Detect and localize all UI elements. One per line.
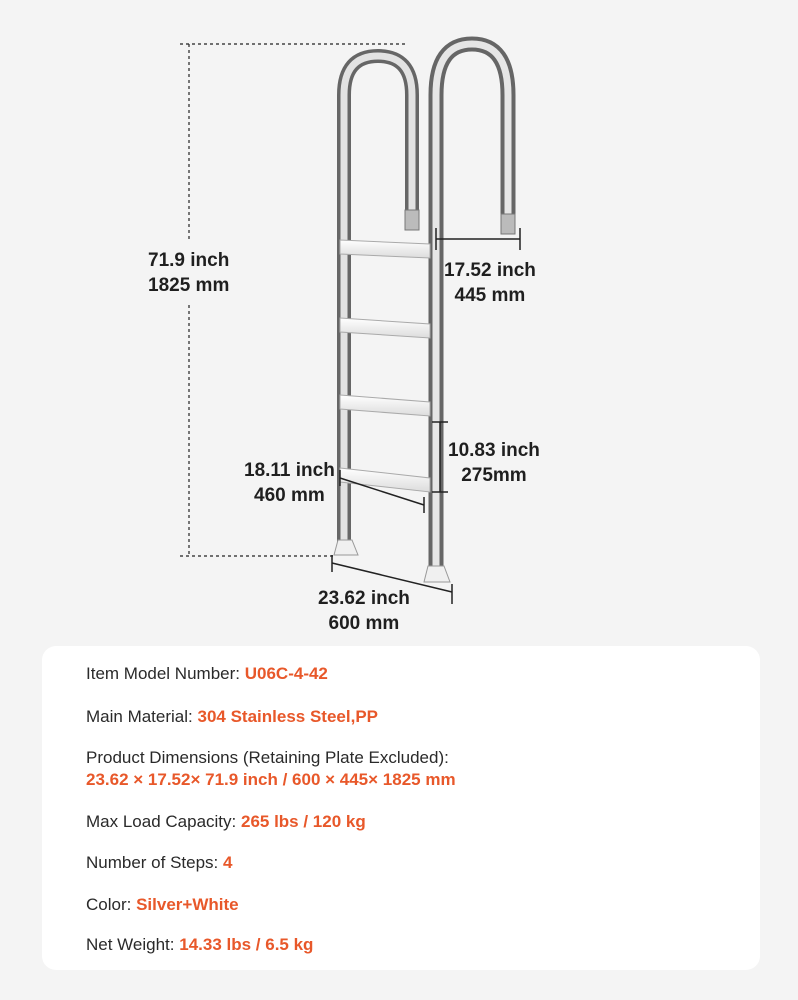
spec-model-label: Item Model Number: [86,664,240,683]
step-depth-label [244,458,335,508]
step-spacing-imperial: 10.83 inch [448,440,540,461]
step-depth-imperial: 18.11 inch [244,460,335,481]
spec-steps [86,852,232,874]
base-width-label [318,586,410,636]
spec-color-value: Silver+White [136,895,239,914]
top-width-metric: 445 mm [454,285,526,306]
spec-dimensions-label: Product Dimensions (Retaining Plate Excluded): [86,748,449,767]
top-width-label [444,258,536,308]
spec-dimensions-value: 23.62 × 17.52× 71.9 inch / 600 × 445× 1825 mm [86,770,456,789]
step-depth-metric: 460 mm [254,485,325,506]
spec-weight-value: 14.33 lbs / 6.5 kg [179,935,314,954]
spec-model-value: U06C-4-42 [244,664,328,683]
spec-steps-label: Number of Steps: [86,853,219,872]
spec-load-label: Max Load Capacity: [86,812,237,831]
height-imperial: 71.9 inch [148,250,230,271]
ladder-steps [340,240,430,492]
top-width-imperial: 17.52 inch [444,260,536,281]
spec-load-value: 265 lbs / 120 kg [240,812,366,831]
base-width-imperial: 23.62 inch [318,588,410,609]
spec-material [86,706,378,728]
spec-dimensions [86,747,456,791]
spec-weight-label: Net Weight: [86,935,175,954]
spec-material-value: 304 Stainless Steel,PP [197,707,378,726]
spec-load [86,811,366,833]
height-label [148,248,229,298]
base-width-metric: 600 mm [328,613,400,634]
height-metric: 1825 mm [148,275,230,296]
step-spacing-metric: 275mm [461,465,527,486]
spec-model [86,663,328,685]
spec-steps-value: 4 [223,853,233,872]
spec-color-label: Color: [86,895,132,914]
spec-color [86,894,239,916]
step-spacing-label [448,438,540,488]
spec-weight [86,934,313,956]
spec-card [42,646,760,970]
spec-material-label: Main Material: [86,707,193,726]
